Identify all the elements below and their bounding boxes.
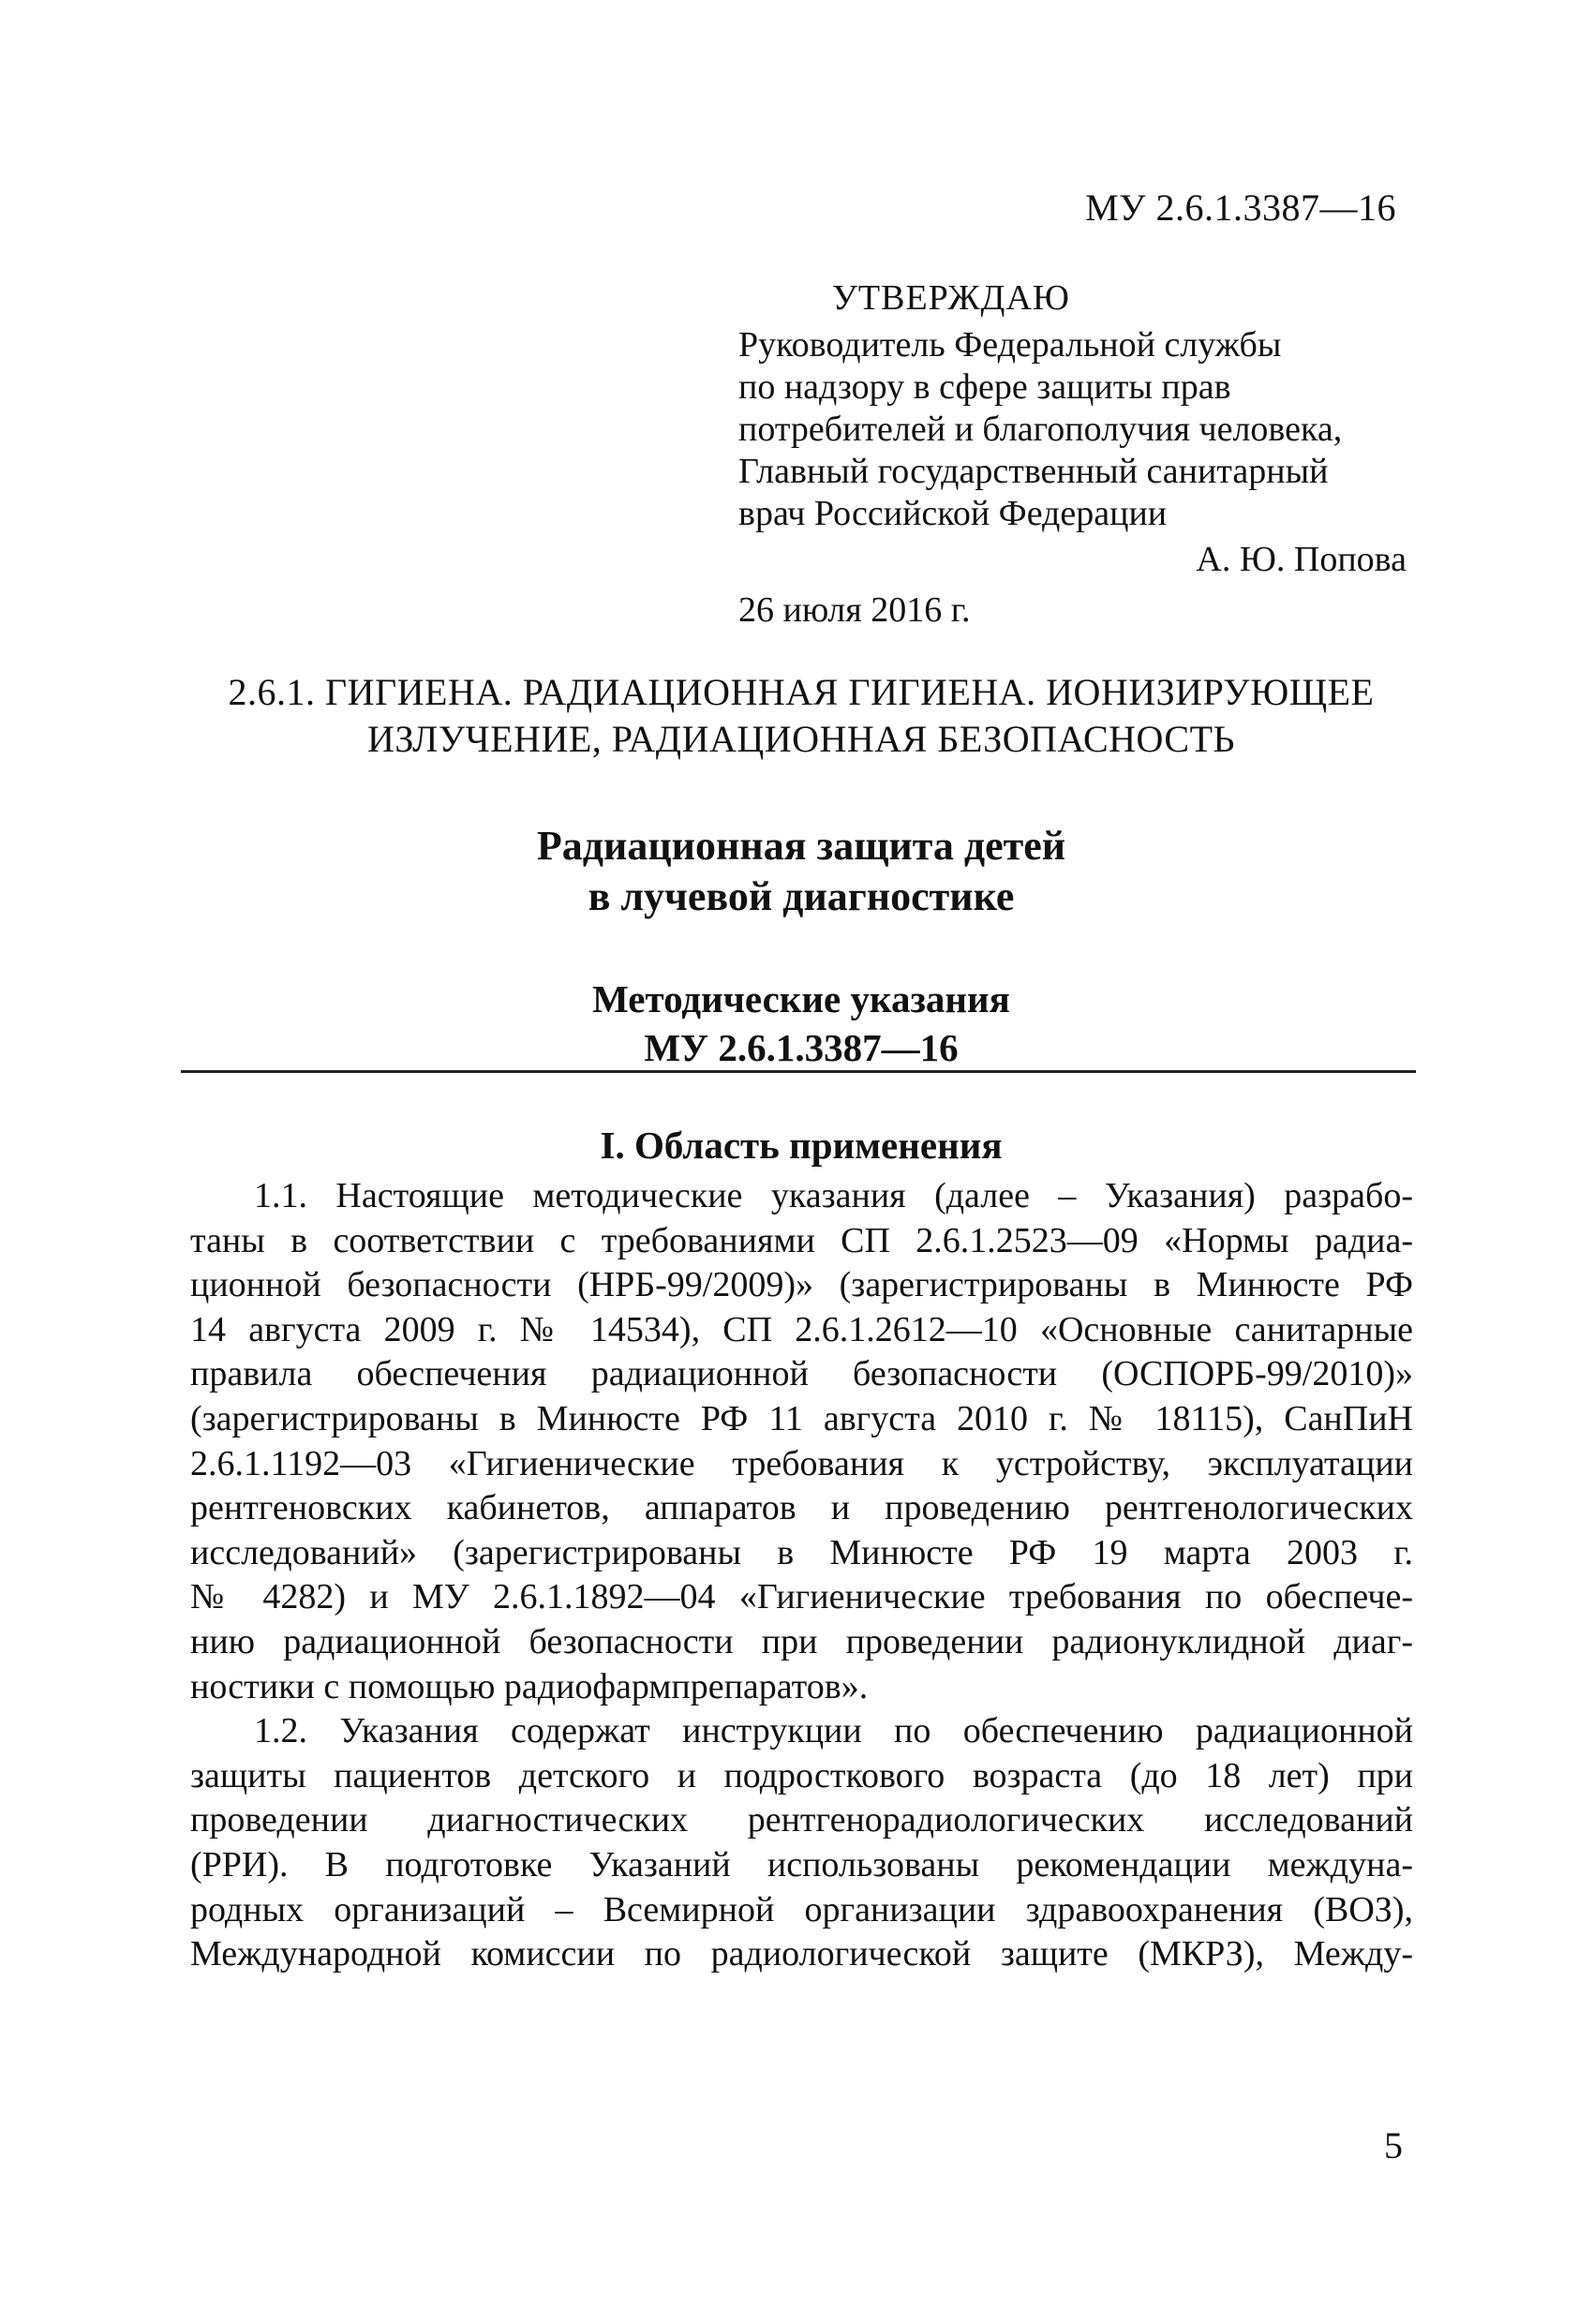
category-line: 2.6.1. ГИГИЕНА. РАДИАЦИОННАЯ ГИГИЕНА. ИОНИЗИРУЮЩЕЕ — [228, 671, 1375, 713]
paragraph-line: (зарегистрированы в Минюсте РФ 11 августа 2010 г. № 18115), СанПиН — [190, 1398, 1413, 1438]
doc-type-line: Методические указания — [592, 977, 1010, 1020]
paragraph-line: таны в соответствии с требованиями СП 2.6.1.2523—09 «Нормы радиа- — [190, 1220, 1413, 1260]
paragraph-line: (РРИ). В подготовке Указаний использованы рекомендации междуна- — [190, 1844, 1413, 1885]
category-heading — [187, 669, 1415, 763]
paragraph-line: нию радиационной безопасности при проведении радионуклидной диаг- — [190, 1621, 1413, 1661]
page-number: 5 — [1384, 2124, 1403, 2167]
paragraph-line: родных организаций – Всемирной организации здравоохранения (ВОЗ), — [190, 1889, 1413, 1929]
approval-line: Руководитель Федеральной службы — [738, 325, 1282, 365]
document-title — [187, 821, 1415, 922]
paragraph-line: ционной безопасности (НРБ-99/2009)» (зарегистрированы в Минюсте РФ — [190, 1265, 1413, 1305]
doc-type-code: МУ 2.6.1.3387—16 — [644, 1026, 959, 1069]
paragraph-line: 1.1. Настоящие методические указания (далее – Указания) разрабо- — [254, 1176, 1413, 1215]
paragraph-line: рентгеновских кабинетов, аппаратов и проведению рентгенологических — [190, 1488, 1413, 1528]
section-heading: I. Область применения — [600, 1124, 1003, 1167]
title-line: Радиационная защита детей — [536, 823, 1066, 869]
section-body — [190, 1174, 1413, 1977]
paragraph-line: 2.6.1.1192—03 «Гигиенические требования к устройству, эксплуатации — [190, 1443, 1413, 1483]
approval-line: потребителей и благополучия человека, — [738, 410, 1343, 449]
paragraph-line: правила обеспечения радиационной безопасности (ОСПОРБ-99/2010)» — [190, 1354, 1413, 1394]
approval-title: УТВЕРЖДАЮ — [832, 278, 1070, 318]
paragraph-line: ностики с помощью радиофармпрепаратов». — [190, 1666, 869, 1706]
paragraph-line: исследований» (зарегистрированы в Минюсте РФ 19 марта 2003 г. — [190, 1532, 1413, 1572]
paragraph-line: проведении диагностических рентгенорадиологических исследований — [190, 1800, 1413, 1840]
approval-line: по надзору в сфере защиты прав — [738, 367, 1231, 407]
category-line: ИЗЛУЧЕНИЕ, РАДИАЦИОННАЯ БЕЗОПАСНОСТЬ — [367, 718, 1235, 760]
document-code: МУ 2.6.1.3387—16 — [1085, 186, 1396, 229]
divider-line — [181, 1070, 1416, 1073]
approval-line: врач Российской Федерации — [738, 494, 1168, 533]
paragraph-line: 1.2. Указания содержат инструкции по обеспечению радиационной — [254, 1711, 1413, 1751]
title-line: в лучевой диагностике — [588, 873, 1015, 919]
approval-date: 26 июля 2016 г. — [738, 590, 971, 630]
paragraph-line: № 4282) и МУ 2.6.1.1892—04 «Гигиенические требования по обеспече- — [190, 1577, 1413, 1617]
approval-signer: А. Ю. Попова — [1196, 540, 1407, 579]
approval-block — [738, 272, 1413, 636]
approval-line: Главный государственный санитарный — [738, 452, 1329, 491]
paragraph-line: Международной комиссии по радиологической защите (МКРЗ), Между- — [190, 1934, 1413, 1974]
paragraph-line: 14 августа 2009 г. № 14534), СП 2.6.1.2612—10 «Основные санитарные — [190, 1309, 1413, 1349]
document-type — [187, 975, 1415, 1072]
paragraph-line: защиты пациентов детского и подросткового возраста (до 18 лет) при — [190, 1755, 1413, 1795]
